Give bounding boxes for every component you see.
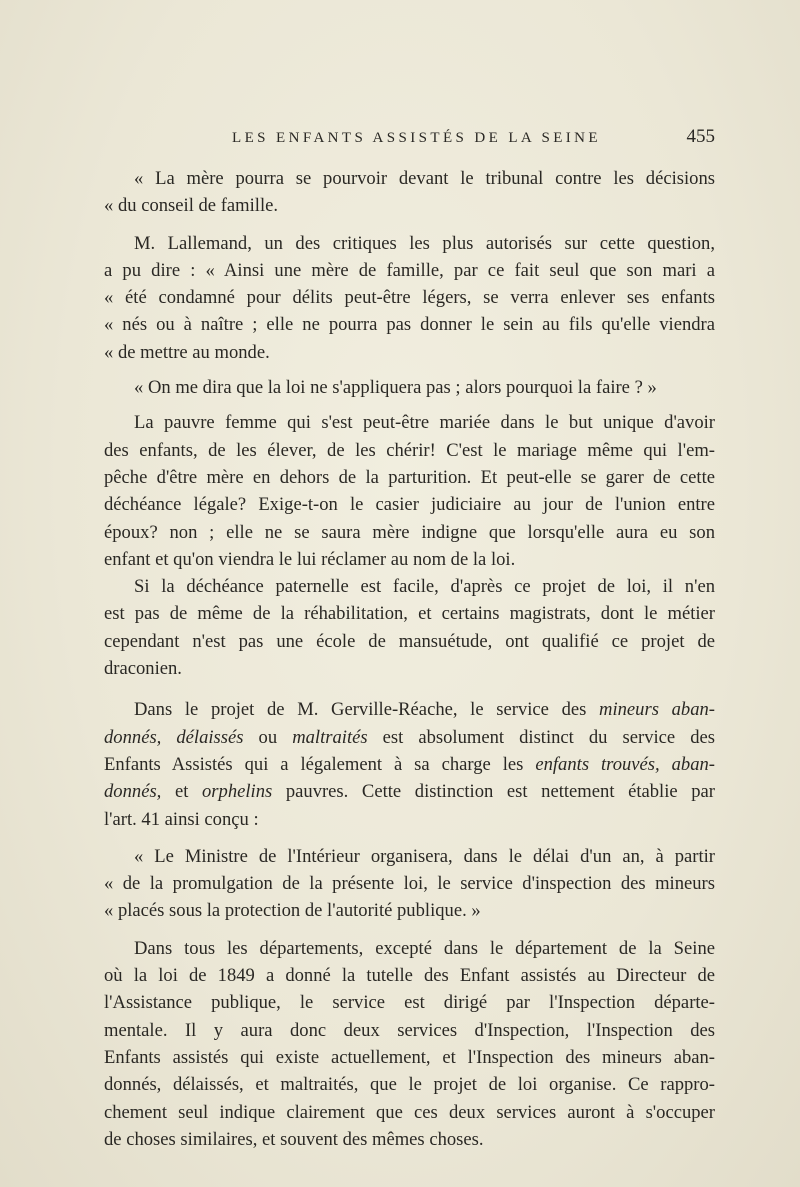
text-line: « de la promulgation de la présente loi, le service d'inspection des mineurs <box>104 873 715 895</box>
text-line: « placés sous la protection de l'autorité publique. » <box>104 900 481 922</box>
paragraph-decheance <box>104 573 715 682</box>
paragraph-lallemand <box>104 230 715 366</box>
text-line: « Le Ministre de l'Intérieur organisera, dans le délai d'un an, à partir <box>134 845 715 867</box>
text-run: l'art. 41 ainsi conçu : <box>104 808 259 830</box>
text-line: de choses similaires, et souvent des mêmes choses. <box>104 1128 484 1150</box>
text-line: « été condamné pour délits peut-être légers, se verra enlever ses enfants <box>104 287 715 309</box>
paragraph-quote-mother <box>104 165 715 220</box>
text-line: des enfants, de les élever, de les chérir! C'est le mariage même qui l'em- <box>104 439 715 461</box>
text-line: mentale. Il y aura donc deux services d'Inspection, l'Inspection des <box>104 1019 715 1041</box>
text-line: enfant et qu'on viendra le lui réclamer au nom de la loi. <box>104 548 516 570</box>
text-line: où la loi de 1849 a donné la tutelle des Enfant assistés au Directeur de <box>104 965 715 987</box>
text-line <box>104 778 715 805</box>
paragraph-gerville-reache <box>104 696 715 832</box>
page-number: 455 <box>686 126 715 147</box>
text-line: draconien. <box>104 658 182 680</box>
text-run: ou <box>243 726 293 748</box>
text-run: Enfants Assistés qui a légalement à sa charge les <box>104 753 536 775</box>
text-run: pauvres. Cette distinction est nettement établie par <box>272 781 715 803</box>
text-line: pêche d'être mère en dehors de la parturition. Et peut-elle se garer de cette <box>104 466 715 488</box>
text-line: « nés ou à naître ; elle ne pourra pas donner le sein au fils qu'elle viendra <box>104 314 715 336</box>
text-line: La pauvre femme qui s'est peut-être mariée dans le but unique d'avoir <box>134 412 715 434</box>
text-run: et <box>161 781 202 803</box>
text-line: l'Assistance publique, le service est dirigé par l'Inspection départe- <box>104 992 715 1014</box>
paragraph-on-me-dira <box>104 374 715 401</box>
text-line: est pas de même de la réhabilitation, et certains magistrats, dont le métier <box>104 603 715 625</box>
text-run: est absolument distinct du service des <box>367 726 715 748</box>
text-line: M. Lallemand, un des critiques les plus autorisés sur cette question, <box>134 232 715 254</box>
text-line: a pu dire : « Ainsi une mère de famille, par ce fait seul que son mari a <box>104 259 715 281</box>
text-line: Si la déchéance paternelle est facile, d'après ce projet de loi, il n'en <box>134 576 715 598</box>
italic-run: maltraités <box>292 726 368 748</box>
text-line <box>104 696 715 723</box>
text-line: « La mère pourra se pourvoir devant le tribunal contre les décisions <box>134 168 715 189</box>
text-line: « On me dira que la loi ne s'appliquera pas ; alors pourquoi la faire ? » <box>134 377 657 399</box>
paragraph-ministre <box>104 843 715 925</box>
text-line <box>104 751 715 778</box>
running-title: LES ENFANTS ASSISTÉS DE LA SEINE <box>232 130 601 146</box>
italic-run: donnés, <box>104 781 162 803</box>
italic-run: mineurs aban- <box>599 699 715 721</box>
italic-run: enfants trouvés, aban- <box>535 753 716 775</box>
text-line: chement seul indique clairement que ces deux services auront à s'occuper <box>104 1101 715 1123</box>
text-line: cependant n'est pas une école de mansuétude, ont qualifié ce projet de <box>104 630 715 652</box>
paragraph-pauvre-femme <box>104 409 715 573</box>
italic-run: orphelins <box>201 781 273 803</box>
text-line: Enfants assistés qui existe actuellement, et l'Inspection des mineurs aban- <box>104 1046 715 1068</box>
text-line: Dans tous les départements, excepté dans le département de la Seine <box>134 937 715 959</box>
text-line <box>104 806 715 833</box>
italic-run: donnés, délaissés <box>104 726 244 748</box>
paragraph-departements <box>104 935 715 1153</box>
text-line: « de mettre au monde. <box>104 341 270 363</box>
body-text <box>104 165 715 1153</box>
text-run: Dans le projet de M. Gerville-Réache, le service des <box>134 699 600 721</box>
text-line: déchéance légale? Exige-t-on le casier judiciaire au jour de l'union entre <box>104 494 715 516</box>
text-line: « du conseil de famille. <box>104 195 279 217</box>
text-line: donnés, délaissés, et maltraités, que le projet de loi organise. Ce rappro- <box>104 1074 715 1096</box>
page-header <box>104 126 715 152</box>
text-line: époux? non ; elle ne se saura mère indigne que lorsqu'elle aura eu son <box>104 521 715 543</box>
text-line <box>104 724 715 751</box>
